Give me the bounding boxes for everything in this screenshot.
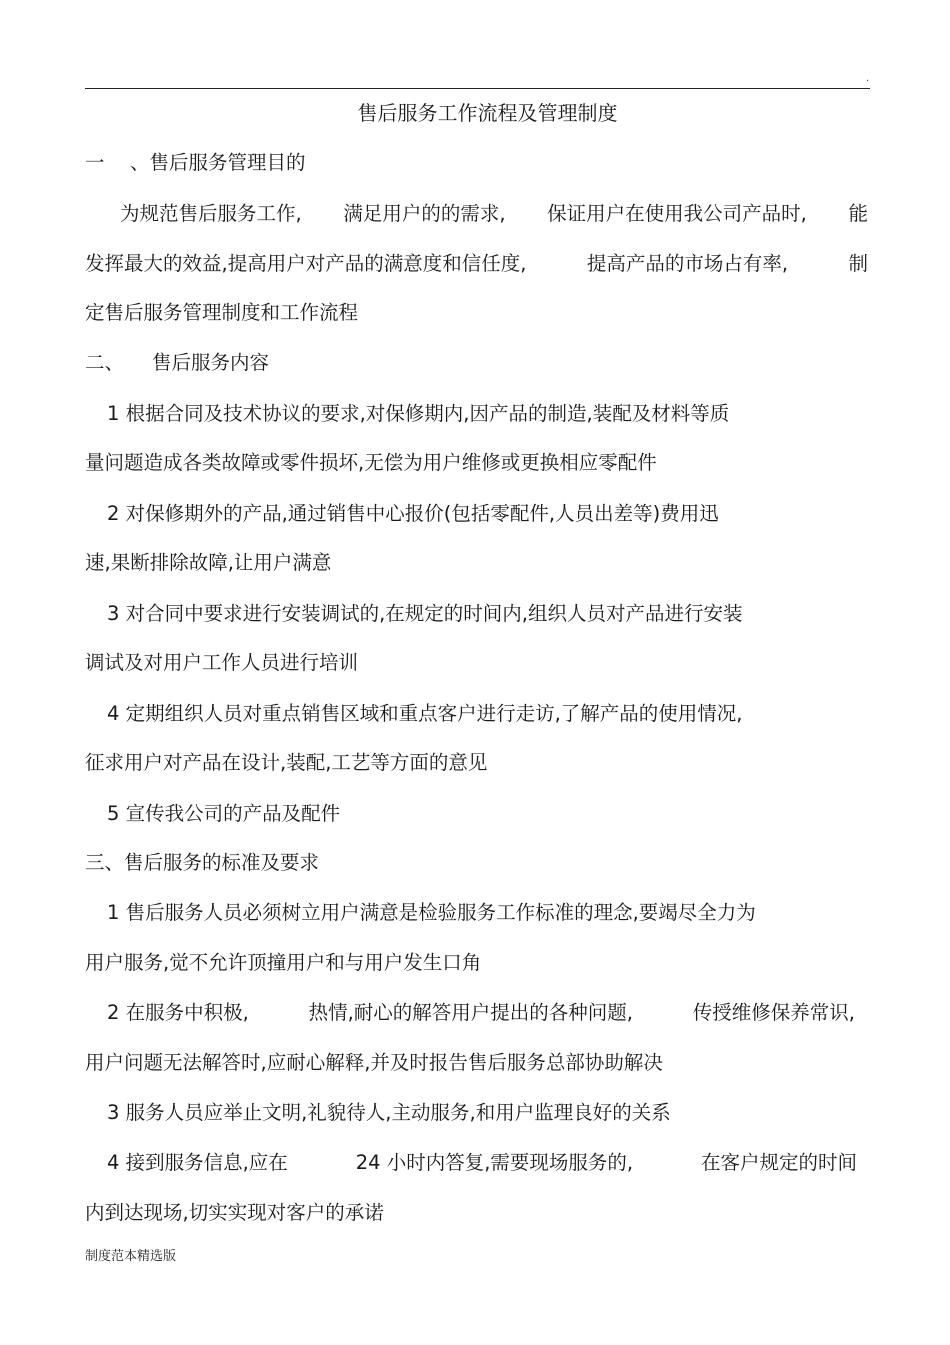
section-2-item-5-line-1: 5 宣传我公司的产品及配件 <box>107 802 341 825</box>
section-1-para-line-3: 定售后服务管理制度和工作流程 <box>85 301 359 324</box>
text-segment: 传授维修保养常识, <box>692 1001 855 1024</box>
section-2-heading: 售后服务内容 <box>152 351 270 374</box>
section-2-item-1-line-2: 量问题造成各类故障或零件损坏,无偿为用户维修或更换相应零配件 <box>85 451 657 474</box>
section-2-item-3-line-2: 调试及对用户工作人员进行培训 <box>85 651 359 674</box>
header-rule <box>85 88 870 89</box>
text-segment: 2 在服务中积极, <box>107 1001 249 1024</box>
section-1-number: 一 <box>85 151 105 174</box>
section-3-item-2-line-2: 用户问题无法解答时,应耐心解释,并及时报告售后服务总部协助解决 <box>85 1051 663 1074</box>
section-3-item-3-line-1: 3 服务人员应举止文明,礼貌待人,主动服务,和用户监理良好的关系 <box>107 1101 671 1124</box>
page-title: 售后服务工作流程及管理制度 <box>357 101 618 125</box>
text-segment: 满足用户的的需求, <box>343 202 506 225</box>
text-segment: 提高产品的市场占有率, <box>586 252 789 275</box>
section-1-para-line-1 <box>85 199 868 229</box>
section-3-item-2-line-1 <box>107 998 855 1028</box>
text-segment: 制 <box>848 252 868 275</box>
section-2-item-2-line-2: 速,果断排除故障,让用户满意 <box>85 551 332 574</box>
footer-text: 制度范本精选版 <box>85 1249 177 1264</box>
text-segment: 在客户规定的时间 <box>700 1151 857 1174</box>
section-1-heading: 、售后服务管理目的 <box>130 151 306 174</box>
section-1-para-line-2 <box>85 249 868 279</box>
section-2-item-1-line-1: 1 根据合同及技术协议的要求,对保修期内,因产品的制造,装配及材料等质 <box>107 402 730 425</box>
section-2-item-3-line-1: 3 对合同中要求进行安装调试的,在规定的时间内,组织人员对产品进行安装 <box>107 602 743 625</box>
section-2-item-4-line-2: 征求用户对产品在设计,装配,工艺等方面的意见 <box>85 751 488 774</box>
section-3-item-4-line-2: 内到达现场,切实实现对客户的承诺 <box>85 1201 384 1224</box>
text-segment: 热情,耐心的解答用户提出的各种问题, <box>308 1001 633 1024</box>
text-segment: 4 接到服务信息,应在 <box>107 1151 288 1174</box>
text-segment: 为规范售后服务工作, <box>120 202 302 225</box>
section-2-item-4-line-1: 4 定期组织人员对重点销售区域和重点客户进行走访,了解产品的使用情况, <box>107 702 743 725</box>
section-3-item-1-line-1: 1 售后服务人员必须树立用户满意是检验服务工作标准的理念,要竭尽全力为 <box>107 901 756 924</box>
corner-mark: . <box>866 73 870 84</box>
section-3-item-1-line-2: 用户服务,觉不允许顶撞用户和与用户发生口角 <box>85 951 482 974</box>
text-segment: 能 <box>848 202 868 225</box>
section-2-item-2-line-1: 2 对保修期外的产品,通过销售中心报价(包括零配件,人员出差等)费用迅 <box>107 502 719 525</box>
text-segment: 保证用户在使用我公司产品时, <box>547 202 807 225</box>
text-segment: 24 小时内答复,需要现场服务的, <box>355 1151 634 1174</box>
section-2-number: 二、 <box>85 351 125 374</box>
section-3-heading: 三、售后服务的标准及要求 <box>85 851 320 874</box>
text-segment: 发挥最大的效益,提高用户对产品的满意度和信任度, <box>85 252 527 275</box>
section-3-item-4-line-1 <box>107 1148 857 1178</box>
